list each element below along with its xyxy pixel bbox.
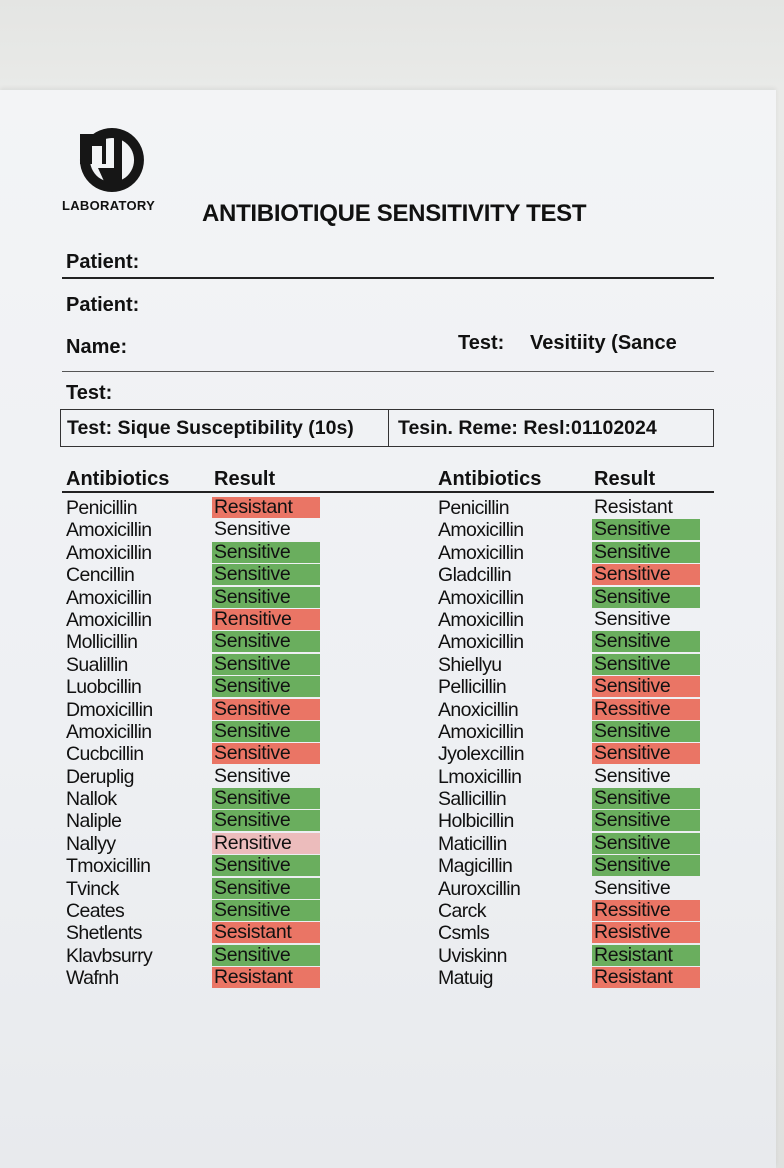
result-cell: Sensitive — [592, 587, 700, 608]
table-row — [438, 587, 702, 609]
antibiotic-name: Holbicillin — [438, 810, 514, 833]
table-row — [438, 967, 702, 989]
result-cell: Sensitive — [212, 564, 320, 585]
antibiotic-name: Csmls — [438, 922, 490, 945]
result-cell: Sensitive — [592, 564, 700, 585]
antibiotic-name: Cencillin — [66, 564, 135, 587]
lab-logo-text: LABORATORY — [62, 198, 156, 213]
antibiotic-name: Jyolexcillin — [438, 743, 524, 766]
result-cell: Sensitive — [592, 810, 700, 831]
antibiotic-name: Ceates — [66, 900, 125, 923]
antibiotic-name: Nallyy — [66, 832, 116, 855]
antibiotic-name: Wafnh — [66, 967, 119, 990]
table-row — [438, 609, 702, 631]
table-row — [438, 855, 702, 877]
antibiotic-name: Shetlents — [66, 922, 142, 945]
antibiotic-name: Naliple — [66, 810, 122, 833]
table-row — [66, 721, 326, 743]
antibiotic-name: Amoxicillin — [66, 519, 152, 542]
table-row — [438, 922, 702, 944]
antibiotic-name: Cucbcillin — [66, 743, 144, 766]
table-row — [66, 810, 326, 832]
antibiotic-name: Maticillin — [438, 832, 507, 855]
table-row — [66, 788, 326, 810]
left-results-column — [66, 497, 326, 990]
table-row — [66, 967, 326, 989]
table-row — [66, 766, 326, 788]
table-row — [438, 497, 702, 519]
antibiotic-name: Uviskinn — [438, 944, 507, 967]
result-cell: Resistive — [592, 922, 700, 943]
result-cell: Sensitive — [212, 855, 320, 876]
antibiotic-name: Amoxicillin — [66, 541, 152, 564]
table-row — [66, 497, 326, 519]
table-row — [438, 676, 702, 698]
result-cell: Sensitive — [212, 900, 320, 921]
lab-logo-icon — [78, 124, 146, 196]
right-header-result: Result — [594, 468, 656, 490]
result-cell: Sensitive — [592, 542, 700, 563]
antibiotic-name: Matuig — [438, 967, 493, 990]
table-row — [438, 743, 702, 765]
result-cell: Sensitive — [592, 788, 700, 809]
test-date-text: Tesin. Reme: Resl:01102024 — [398, 417, 657, 439]
antibiotic-name: Carck — [438, 900, 486, 923]
test-value-right: Vesitiity (Sance — [530, 332, 677, 354]
result-cell: Sensitive — [212, 721, 320, 742]
result-cell: Sensitive — [212, 945, 320, 966]
box-divider — [388, 409, 389, 447]
result-cell: Rensitive — [212, 833, 320, 854]
table-row — [438, 788, 702, 810]
table-row — [66, 922, 326, 944]
antibiotic-name: Amoxicillin — [438, 586, 524, 609]
table-row — [438, 542, 702, 564]
result-cell: Sensitive — [212, 654, 320, 675]
table-row — [66, 654, 326, 676]
antibiotic-name: Amoxicillin — [438, 608, 524, 631]
antibiotic-name: Nallok — [66, 788, 117, 811]
antibiotic-name: Amoxicillin — [66, 608, 152, 631]
result-cell: Sensitive — [212, 878, 320, 899]
table-row — [66, 519, 326, 541]
table-row — [66, 833, 326, 855]
divider — [62, 277, 714, 279]
result-cell: Sensitive — [592, 631, 700, 652]
result-cell: Ressitive — [592, 699, 700, 720]
antibiotic-name: Klavbsurry — [66, 944, 153, 967]
table-header-rule — [62, 491, 714, 493]
result-cell: Sensitive — [594, 764, 671, 787]
antibiotic-name: Magicillin — [438, 855, 513, 878]
antibiotic-name: Deruplig — [66, 765, 134, 788]
table-row — [66, 900, 326, 922]
result-cell: Sensitive — [212, 542, 320, 563]
left-header-result: Result — [214, 468, 276, 490]
divider — [62, 371, 714, 372]
test-label-right: Test: — [458, 332, 505, 354]
table-row — [438, 878, 702, 900]
antibiotic-name: Sualillin — [66, 653, 128, 676]
table-row — [66, 676, 326, 698]
result-cell: Resistant — [594, 496, 673, 518]
page-title: ANTIBIOTIQUE SENSITIVITY TEST — [202, 200, 587, 227]
antibiotic-name: Auroxcillin — [438, 877, 521, 900]
result-cell: Sensitive — [594, 876, 671, 899]
antibiotic-name: Amoxicillin — [438, 720, 524, 743]
right-header-antibiotics: Antibiotics — [438, 468, 542, 490]
result-cell: Rensitive — [212, 609, 320, 630]
table-row — [438, 564, 702, 586]
right-results-column — [438, 497, 702, 990]
antibiotic-name: Amoxicillin — [66, 720, 152, 743]
antibiotic-name: Luobcillin — [66, 676, 142, 699]
result-cell: Sensitive — [592, 519, 700, 540]
patient-label-2: Patient: — [66, 294, 140, 316]
antibiotic-name: Shiellyu — [438, 653, 502, 676]
result-cell: Resistant — [212, 497, 320, 518]
table-row — [66, 564, 326, 586]
table-row — [438, 519, 702, 541]
result-cell: Sensitive — [592, 721, 700, 742]
antibiotic-name: Dmoxicillin — [66, 698, 153, 721]
antibiotic-name: Tvinck — [66, 877, 119, 900]
result-cell: Sensitive — [212, 810, 320, 831]
table-row — [66, 631, 326, 653]
result-cell: Sensitive — [592, 743, 700, 764]
result-cell: Resistant — [592, 967, 700, 988]
result-cell: Sensitive — [212, 699, 320, 720]
result-cell: Resistant — [212, 967, 320, 988]
table-row — [438, 766, 702, 788]
result-cell: Sensitive — [592, 833, 700, 854]
antibiotic-name: Amoxicillin — [438, 631, 524, 654]
table-row — [438, 631, 702, 653]
table-row — [66, 855, 326, 877]
result-cell: Resistant — [592, 945, 700, 966]
result-cell: Sensitive — [592, 855, 700, 876]
antibiotic-name: Amoxicillin — [438, 541, 524, 564]
test-susceptibility-text: Test: Sique Susceptibility (10s) — [67, 417, 354, 439]
table-row — [66, 743, 326, 765]
table-row — [66, 542, 326, 564]
antibiotic-name: Penicillin — [66, 497, 137, 519]
left-header-antibiotics: Antibiotics — [66, 468, 170, 490]
antibiotic-name: Tmoxicillin — [66, 855, 151, 878]
antibiotic-name: Pellicillin — [438, 676, 507, 699]
table-row — [438, 900, 702, 922]
table-row — [66, 587, 326, 609]
patient-label: Patient: — [66, 251, 140, 273]
table-row — [438, 810, 702, 832]
table-row — [438, 721, 702, 743]
antibiotic-name: Anoxicillin — [438, 698, 519, 721]
test-label: Test: — [66, 382, 113, 404]
result-cell: Sensitive — [592, 676, 700, 697]
result-cell: Sensitive — [214, 518, 291, 541]
antibiotic-name: Sallicillin — [438, 788, 507, 811]
table-row — [66, 609, 326, 631]
antibiotic-name: Mollicillin — [66, 631, 138, 654]
table-row — [438, 833, 702, 855]
table-row — [66, 699, 326, 721]
result-cell: Sensitive — [212, 788, 320, 809]
antibiotic-name: Penicillin — [438, 497, 509, 519]
result-cell: Ressitive — [592, 900, 700, 921]
table-row — [66, 945, 326, 967]
antibiotic-name: Lmoxicillin — [438, 765, 522, 788]
antibiotic-name: Amoxicillin — [66, 586, 152, 609]
table-row — [438, 699, 702, 721]
result-cell: Sensitive — [212, 743, 320, 764]
antibiotic-name: Gladcillin — [438, 564, 512, 587]
table-row — [438, 654, 702, 676]
result-cell: Sensitive — [212, 631, 320, 652]
result-cell: Sensitive — [212, 676, 320, 697]
name-label: Name: — [66, 336, 128, 358]
result-cell: Sensitive — [214, 764, 291, 787]
result-cell: Sensitive — [212, 587, 320, 608]
table-row — [438, 945, 702, 967]
result-cell: Sensitive — [594, 607, 671, 630]
table-row — [66, 878, 326, 900]
result-cell: Sesistant — [212, 922, 320, 943]
antibiotic-name: Amoxicillin — [438, 519, 524, 542]
result-cell: Sensitive — [592, 654, 700, 675]
